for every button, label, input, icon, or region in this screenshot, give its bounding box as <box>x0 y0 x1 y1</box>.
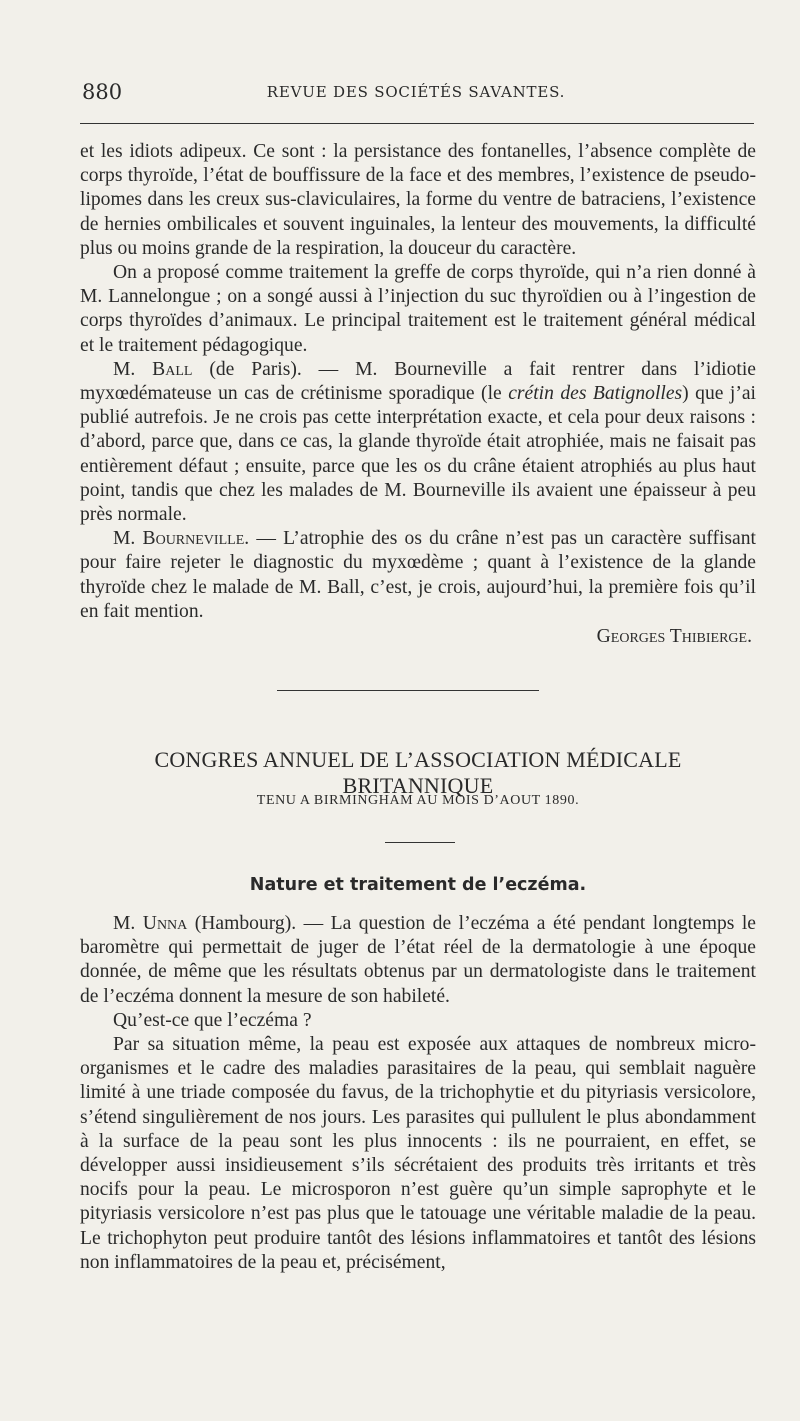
speaker-name: M. Unna <box>113 913 188 934</box>
paragraph: M. Ball (de Paris). — M. Bourneville a fait rentrer dans l’idiotie myxœdémateuse un cas de crétinisme sporadique (le crétin des Batignolles) que j’ai publié autrefois. Je ne crois pas cette interprétation exacte, et cela pour deux raisons : d’abord, parce que, dans ce cas, la glande thyroïde était atrophiée, mais ne faisait pas entièrement défaut ; ensuite, parce que les os du crâne étaient atrophiés au plus haut point, tandis que chez les malades de M. Bourneville ils avaient une épaisseur à peu près normale. <box>80 358 756 526</box>
speaker-name: M. Ball <box>113 358 193 380</box>
paragraph: Par sa situation même, la peau est exposée aux attaques de nombreux micro-organismes et le cadre des maladies parasitaires de la peau, qui semblait naguère limité à une triade composée du favus, de la trichophytie et du pityriasis versicolore, s’étend singulièrement de nos jours. Les parasites qui pullulent le plus abondamment à la surface de la peau sont les plus innocents : ils ne pourraient, en effet, se développer aussi insidieusement s’ils sécrétaient des produits très irritants et très nocifs pour la peau. Le microsporon n’est guère qu’un simple saprophyte et le pityriasis versicolore n’est pas plus que le tatouage une véritable maladie de la peau. Le trichophyton peut produire tantôt des lésions inflammatoires et tantôt des lésions non inflammatoires de la peau et, précisément, <box>80 1034 756 1273</box>
header-rule <box>80 123 754 124</box>
eczema-block <box>80 912 756 1275</box>
congress-title: CONGRES ANNUEL DE L’ASSOCIATION MÉDICALE BRITANNIQUE <box>154 747 682 798</box>
paragraph: M. Unna (Hambourg). — La question de l’eczéma a été pendant longtemps le baromètre qui permettait de juger de l’état réel de la dermatologie à une époque donnée, de même que les résultats obtenus par un dermatologiste dans le traitement de l’eczéma donnent la mesure de son habileté. <box>80 913 756 1007</box>
page-header <box>80 80 752 110</box>
short-divider <box>385 842 455 843</box>
author-signature: Georges Thibierge. <box>596 626 752 648</box>
italic-citation: crétin des Batignolles <box>508 383 683 405</box>
running-title: REVUE DES SOCIÉTÉS SAVANTES. <box>266 83 566 101</box>
paragraph: M. Bourneville. — L’atrophie des os du crâne n’est pas un caractère suffisant pour faire rejeter le diagnostic du myxœdème ; quant à l’existence de la glande thyroïde chez le malade de M. Ball, c’est, je crois, aujourd’hui, la première fois qu’il en fait mention. <box>80 528 756 622</box>
section-divider <box>277 690 539 691</box>
page-number: 880 <box>82 80 123 104</box>
paragraph: On a proposé comme traitement la greffe de corps thyroïde, qui n’a rien donné à M. Lannelongue ; on a songé aussi à l’injection du suc thyroïdien ou à l’ingestion de corps thyroïdes d’animaux. Le principal traitement est le traitement général médical et le traitement pédagogique. <box>80 262 756 356</box>
speaker-name: M. Bourneville. <box>113 528 250 550</box>
paragraph: et les idiots adipeux. Ce sont : la persistance des fontanelles, l’absence complète de corps thyroïde, l’état de bouffissure de la face et des membres, l’existence de pseudo-lipomes dans les creux sus-claviculaires, la forme du ventre de batraciens, l’existence de hernies ombilicales et souvent inguinales, la lenteur des mouvements, la difficulté plus ou moins grande de la respiration, la douceur du caractère. <box>80 141 756 259</box>
discussion-block <box>80 140 756 649</box>
paragraph: Qu’est-ce que l’eczéma ? <box>113 1009 312 1031</box>
congress-subtitle: TENU A BIRMINGHAM AU MOIS D’AOUT 1890. <box>256 793 580 808</box>
section-heading: Nature et traitement de l’eczéma. <box>249 875 587 895</box>
